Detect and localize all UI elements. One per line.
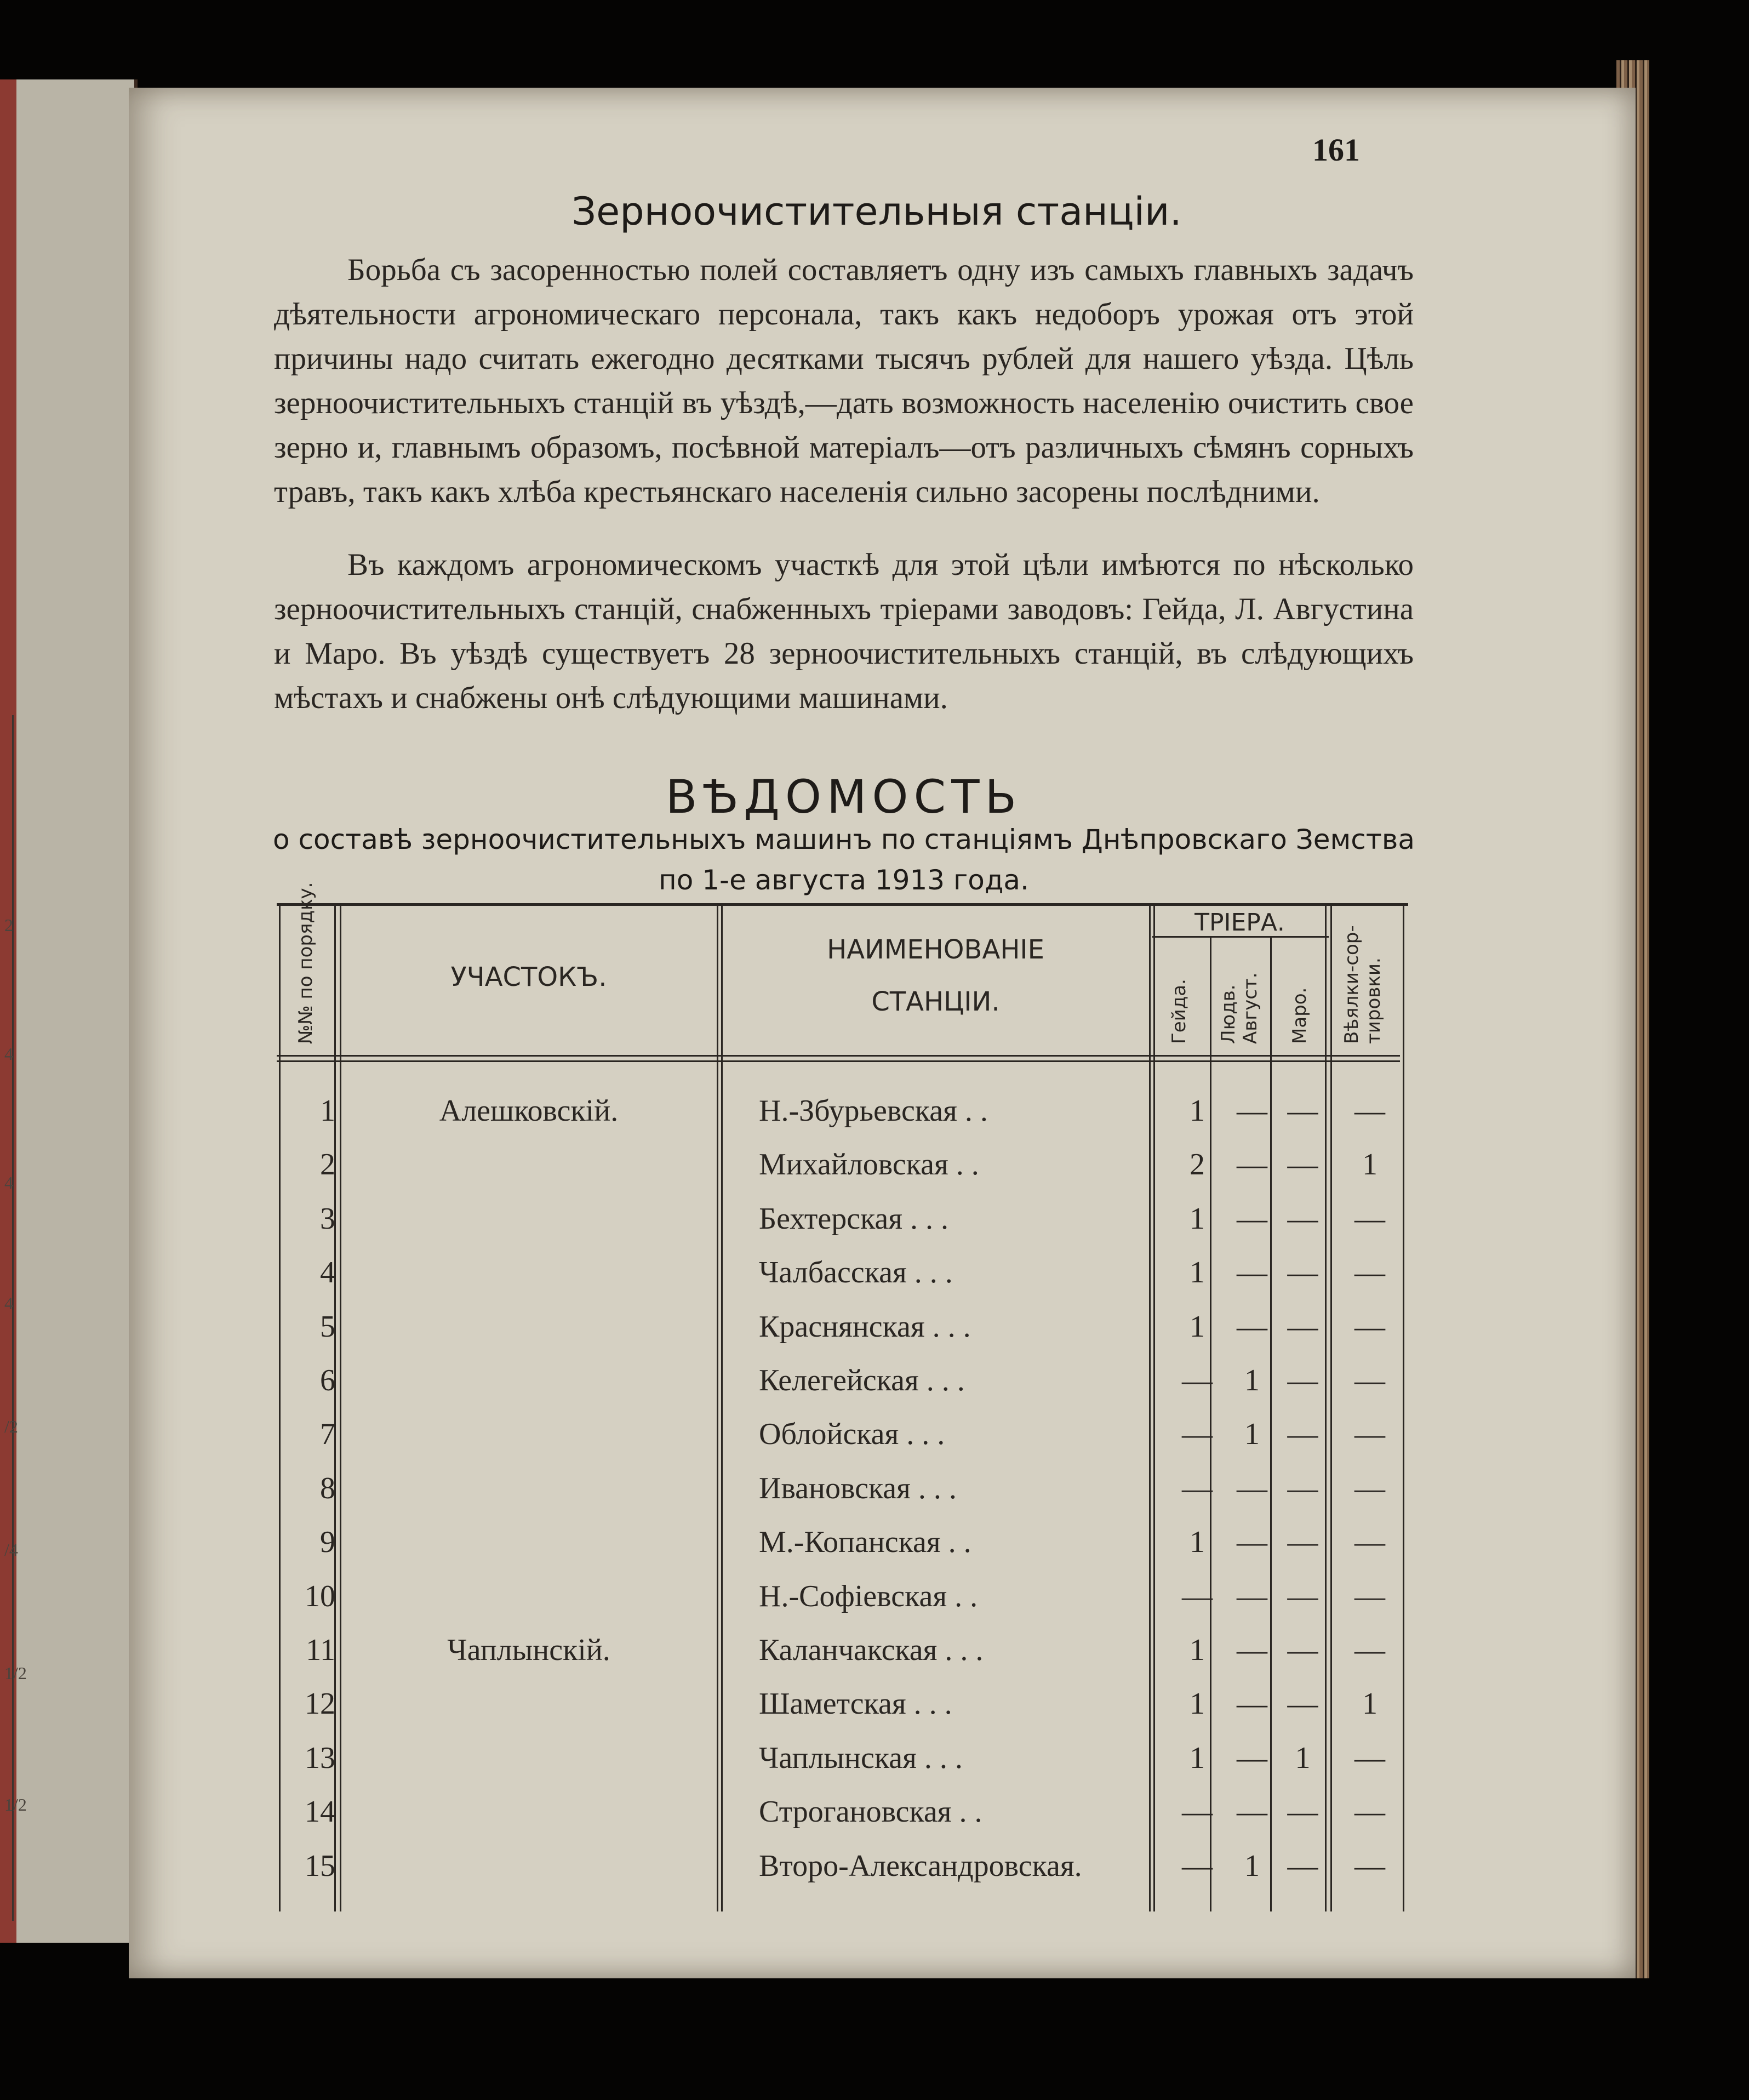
row-station: Бехтерская . . .	[759, 1201, 949, 1236]
row-station: Каланчакская . . .	[759, 1633, 984, 1667]
row-veyalki: —	[1354, 1525, 1385, 1560]
section-title: Зерноочистительныя станціи.	[571, 189, 1182, 234]
table-row	[0, 1515, 1749, 1569]
vedomost-heading: ВѢДОМОСТЬ	[665, 770, 1022, 824]
row-number: 3	[320, 1201, 335, 1236]
row-uchastok: Чаплынскій.	[447, 1633, 610, 1667]
row-number: 15	[305, 1848, 335, 1883]
header-rule-2	[277, 1060, 1400, 1062]
row-lyudv: 1	[1244, 1363, 1260, 1397]
row-lyudv: —	[1237, 1687, 1267, 1721]
row-veyalki: —	[1354, 1471, 1385, 1505]
row-lyudv: —	[1237, 1471, 1267, 1505]
row-station: Чалбасская . . .	[759, 1256, 953, 1290]
table-top-rule	[277, 903, 1408, 906]
row-veyalki: 1	[1362, 1687, 1378, 1721]
table-row	[0, 1407, 1749, 1461]
row-number: 10	[305, 1579, 335, 1613]
paragraph-1: Борьба съ засоренностью полей составляетъ одну изъ самыхъ главныхъ задачъ дѣятельности агрономическаго персонала, такъ какъ недоборъ урожая отъ этой причины надо считать ежегодно десятками тысячъ рублей для нашего уѣзда. Цѣль зерноочистительныхъ станцій въ уѣздѣ,—дать возможность населенію очистить свое зерно и, главнымъ образомъ, посѣвной матеріалъ—отъ различныхъ сѣмянъ сорныхъ травъ, такъ какъ хлѣба крестьянскаго населенія сильно засорены послѣдними.	[274, 253, 1414, 509]
paragraph-2: Въ каждомъ агрономическомъ участкѣ для этой цѣли имѣются по нѣсколько зерноочистительныхъ станцій, снабженныхъ тріерами заводовъ: Гейда, Л. Августина и Маро. Въ уѣздѣ существуетъ 28 зерноочистительныхъ станцій, въ слѣдующихъ мѣстахъ и снабжены онѣ слѣдующими машинами.	[274, 547, 1414, 715]
row-veyalki: —	[1354, 1848, 1385, 1883]
row-lyudv: —	[1237, 1201, 1267, 1236]
table-row	[0, 1354, 1749, 1407]
row-number: 14	[305, 1795, 335, 1829]
vedomost-subtitle: о составѣ зерноочистительныхъ машинъ по станціямъ Днѣпровскаго Земства по 1-е августа 1913 года.	[273, 824, 1415, 896]
row-number: 5	[320, 1309, 335, 1344]
row-veyalki: —	[1354, 1201, 1385, 1236]
row-number: 1	[320, 1094, 335, 1128]
row-maro: —	[1287, 1795, 1318, 1829]
row-station: Второ-Александровская.	[759, 1848, 1082, 1883]
row-maro: —	[1287, 1579, 1318, 1613]
row-maro: —	[1287, 1201, 1318, 1236]
row-geida: 1	[1190, 1094, 1205, 1128]
row-geida: —	[1182, 1795, 1213, 1829]
row-lyudv: —	[1237, 1525, 1267, 1560]
row-station: Михайловская . .	[759, 1148, 979, 1182]
header-station-line2: СТАНЦІИ.	[871, 986, 1000, 1017]
left-page-mark: /4	[4, 1540, 18, 1560]
row-lyudv: —	[1237, 1633, 1267, 1667]
row-station: Н.-Збурьевская . .	[759, 1094, 988, 1128]
table-row	[0, 1731, 1749, 1785]
header-veyalki	[1341, 925, 1385, 1044]
row-lyudv: —	[1237, 1579, 1267, 1613]
table-row	[0, 1138, 1749, 1191]
header-station-line1: НАИМЕНОВАНІЕ	[827, 934, 1044, 965]
row-number: 8	[320, 1471, 335, 1505]
row-geida: 1	[1190, 1201, 1205, 1236]
page-number: 161	[1312, 132, 1360, 168]
row-veyalki: —	[1354, 1309, 1385, 1344]
left-page-mark: 4	[4, 1044, 13, 1064]
row-lyudv: 1	[1244, 1848, 1260, 1883]
row-station: Строгановская . .	[759, 1795, 982, 1829]
header-lyudv-line1: Людв.	[1218, 984, 1239, 1044]
row-station: Облойская . . .	[759, 1417, 945, 1452]
table-row	[0, 1300, 1749, 1354]
row-lyudv: —	[1237, 1148, 1267, 1182]
row-number: 4	[320, 1256, 335, 1290]
header-uchastok: УЧАСТОКЪ.	[450, 962, 607, 992]
left-page-mark: 4	[4, 1173, 13, 1192]
row-veyalki: —	[1354, 1094, 1385, 1128]
row-maro: —	[1287, 1633, 1318, 1667]
row-maro: —	[1287, 1848, 1318, 1883]
left-page-mark: 2	[4, 915, 13, 935]
row-geida: 1	[1190, 1741, 1205, 1775]
header-rule-1	[277, 1055, 1400, 1057]
header-num-text: №№ по порядку.	[295, 882, 317, 1044]
row-maro: —	[1287, 1687, 1318, 1721]
left-page-mark: 4	[4, 1293, 13, 1313]
row-veyalki: —	[1354, 1741, 1385, 1775]
row-number: 11	[306, 1633, 335, 1667]
row-geida: —	[1182, 1471, 1213, 1505]
row-geida: 1	[1190, 1687, 1205, 1721]
row-veyalki: —	[1354, 1417, 1385, 1452]
row-station: Келегейская . . .	[759, 1363, 965, 1397]
row-station: Чаплынская . . .	[759, 1741, 963, 1775]
row-lyudv: —	[1237, 1094, 1267, 1128]
row-station: М.-Копанская . .	[759, 1525, 971, 1560]
row-geida: —	[1182, 1417, 1213, 1452]
row-maro: —	[1287, 1094, 1318, 1128]
row-station: Краснянская . . .	[759, 1309, 971, 1344]
row-maro: —	[1287, 1256, 1318, 1290]
row-maro: —	[1287, 1363, 1318, 1397]
row-lyudv: —	[1237, 1741, 1267, 1775]
row-veyalki: —	[1354, 1795, 1385, 1829]
row-geida: 1	[1190, 1633, 1205, 1667]
row-veyalki: —	[1354, 1363, 1385, 1397]
row-maro: —	[1287, 1471, 1318, 1505]
left-page-mark: /2	[4, 1417, 18, 1436]
table-row	[0, 1839, 1749, 1893]
row-geida: 1	[1190, 1525, 1205, 1560]
table-row	[0, 1192, 1749, 1246]
row-veyalki: —	[1354, 1579, 1385, 1613]
header-veyalki-line2: тировки.	[1363, 957, 1385, 1044]
row-station: Ивановская . . .	[759, 1471, 957, 1505]
left-page-mark: 1/2	[4, 1663, 27, 1683]
table-row	[0, 1084, 1749, 1138]
header-veyalki-line1: Вѣялки-сор-	[1341, 925, 1363, 1044]
row-lyudv: 1	[1244, 1417, 1260, 1452]
header-lyudv-line2: Август.	[1239, 972, 1261, 1044]
table-row	[0, 1462, 1749, 1515]
row-geida: 2	[1190, 1148, 1205, 1182]
row-maro: —	[1287, 1525, 1318, 1560]
table-row	[0, 1570, 1749, 1623]
table-row	[0, 1246, 1749, 1299]
left-page-mark: 1/2	[4, 1795, 27, 1814]
row-maro: —	[1287, 1148, 1318, 1182]
row-number: 2	[320, 1148, 335, 1182]
row-veyalki: —	[1354, 1256, 1385, 1290]
table-row	[0, 1623, 1749, 1677]
row-station: Шаметская . . .	[759, 1687, 952, 1721]
table-row	[0, 1677, 1749, 1731]
row-geida: —	[1182, 1363, 1213, 1397]
row-veyalki: —	[1354, 1633, 1385, 1667]
table-row	[0, 1785, 1749, 1839]
row-geida: —	[1182, 1579, 1213, 1613]
row-station: Н.-Софіевская . .	[759, 1579, 978, 1613]
header-num	[295, 882, 317, 1044]
header-lyudv	[1218, 972, 1261, 1044]
row-geida: 1	[1190, 1256, 1205, 1290]
row-maro: —	[1287, 1417, 1318, 1452]
row-lyudv: —	[1237, 1795, 1267, 1829]
row-number: 12	[305, 1687, 335, 1721]
row-geida: 1	[1190, 1309, 1205, 1344]
header-geida: Гейда.	[1168, 979, 1190, 1044]
row-maro: —	[1287, 1309, 1318, 1344]
row-maro: 1	[1295, 1741, 1311, 1775]
header-maro: Маро.	[1289, 987, 1311, 1044]
row-geida: —	[1182, 1848, 1213, 1883]
row-lyudv: —	[1237, 1309, 1267, 1344]
header-triera: ТРІЕРА.	[1194, 909, 1285, 937]
row-number: 7	[320, 1417, 335, 1452]
row-number: 6	[320, 1363, 335, 1397]
row-number: 9	[320, 1525, 335, 1560]
row-uchastok: Алешковскій.	[439, 1094, 619, 1128]
row-number: 13	[305, 1741, 335, 1775]
row-lyudv: —	[1237, 1256, 1267, 1290]
row-veyalki: 1	[1362, 1148, 1378, 1182]
